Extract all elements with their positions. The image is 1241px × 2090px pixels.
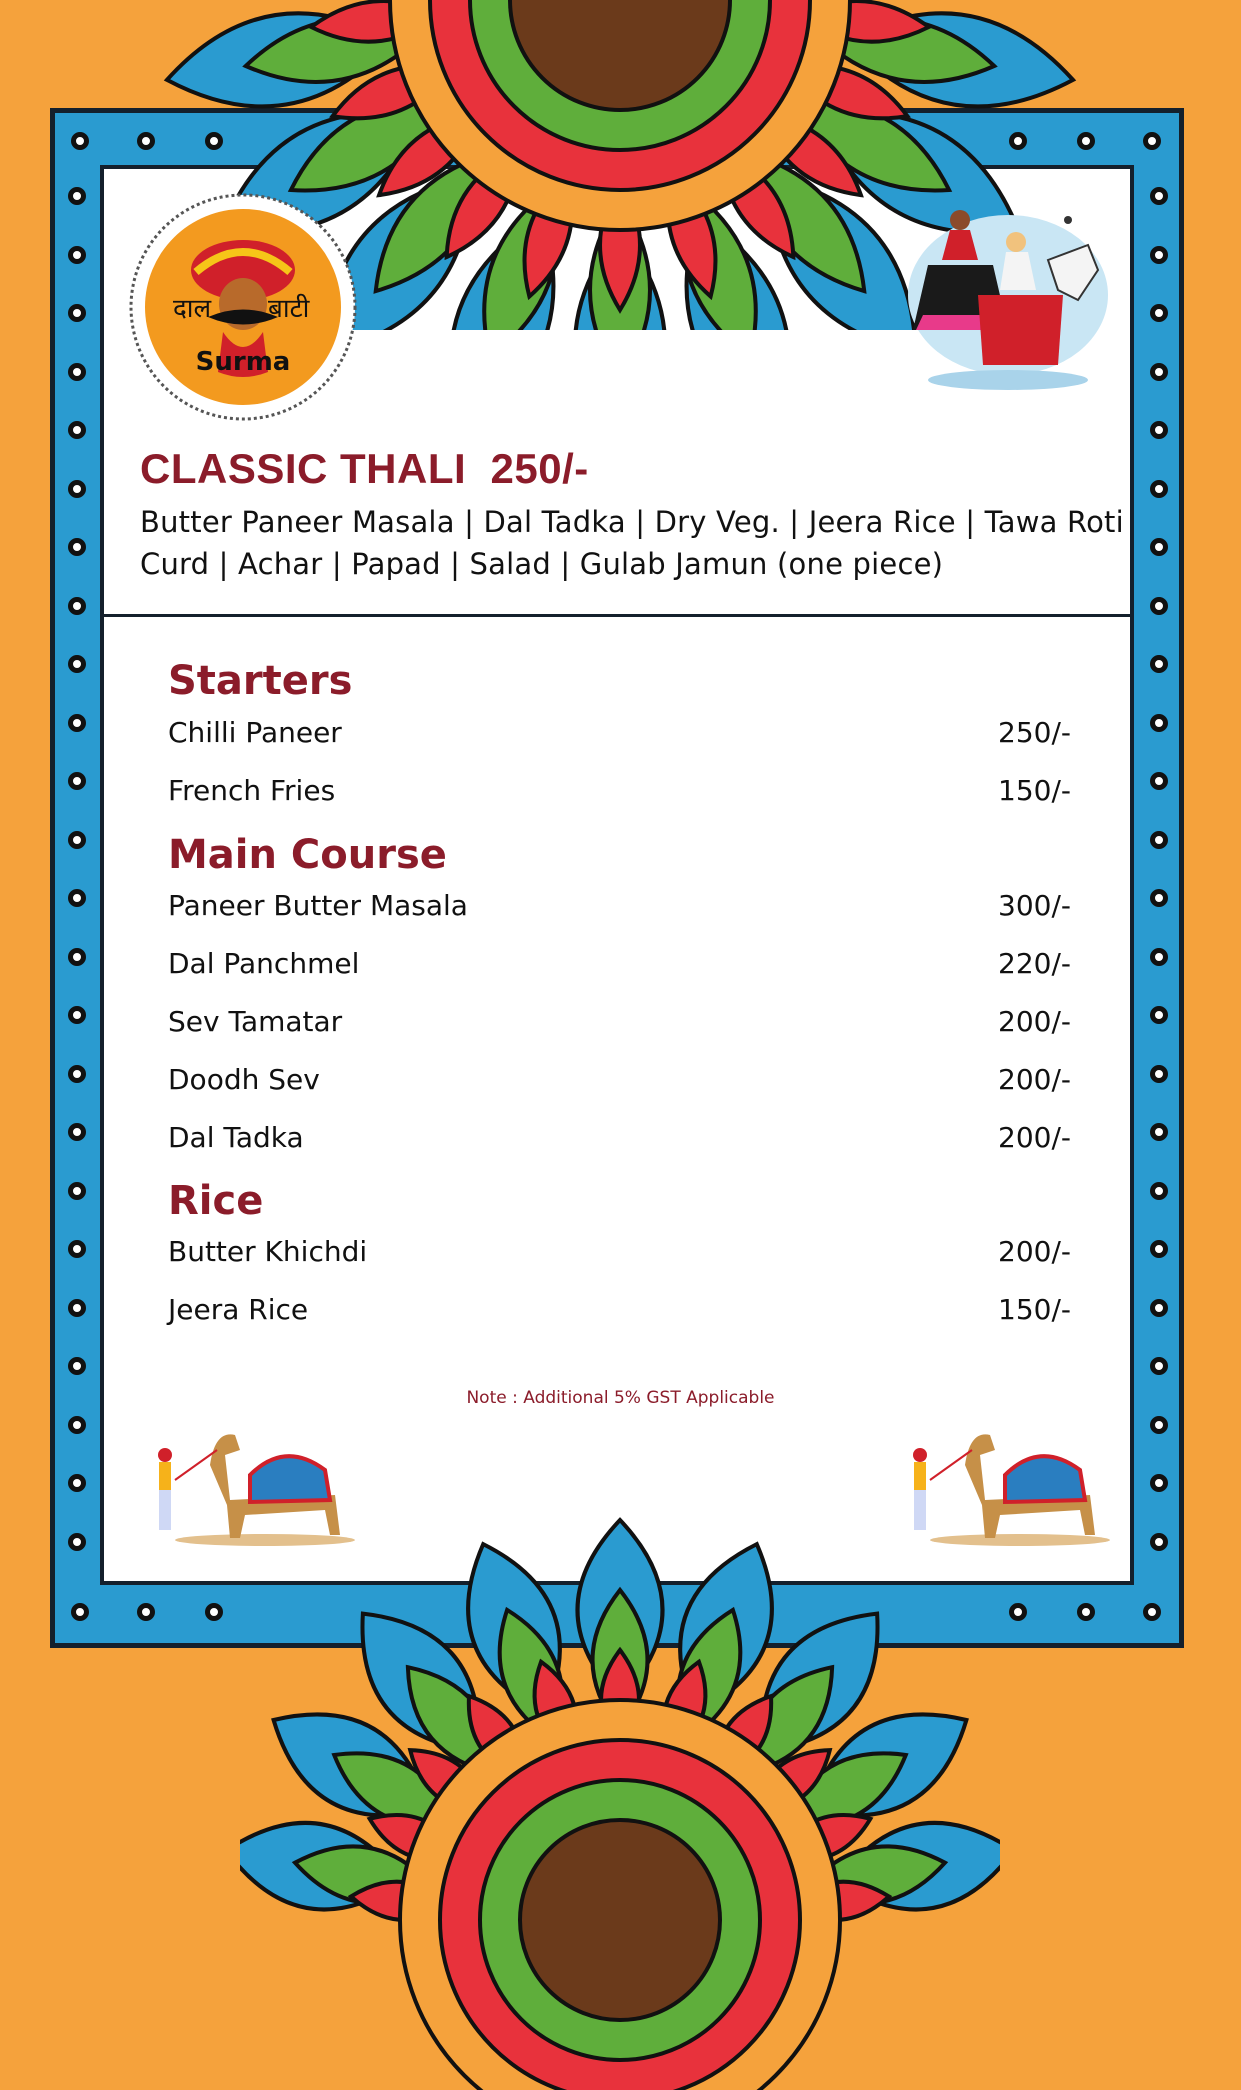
frame-dot <box>68 772 86 790</box>
menu-item-name: Jeera Rice <box>168 1293 309 1326</box>
frame-dot <box>1150 1299 1168 1317</box>
frame-dot <box>1150 363 1168 381</box>
frame-dot <box>1150 1240 1168 1258</box>
frame-dot <box>68 363 86 381</box>
frame-dot <box>1150 714 1168 732</box>
frame-dot <box>137 1603 155 1621</box>
section-title-rice: Rice <box>168 1178 264 1224</box>
menu-item-name: Paneer Butter Masala <box>168 889 468 922</box>
menu-item-price: 150/- <box>998 774 1071 807</box>
thali-items-line-1: Butter Paneer Masala | Dal Tadka | Dry Veg. | Jeera Rice | Tawa Roti <box>140 505 1124 539</box>
logo-text-bottom: Surma <box>195 347 291 377</box>
menu-item-name: Dal Tadka <box>168 1121 304 1154</box>
frame-dot <box>1150 538 1168 556</box>
frame-dot <box>68 1065 86 1083</box>
frame-dot <box>1150 187 1168 205</box>
frame-dot <box>205 1603 223 1621</box>
camel-icon <box>890 1410 1110 1550</box>
frame-dot <box>1143 1603 1161 1621</box>
section-title-main-course: Main Course <box>168 832 447 878</box>
frame-dot <box>1150 1182 1168 1200</box>
frame-dot <box>68 187 86 205</box>
frame-dot <box>1150 304 1168 322</box>
frame-dot <box>1077 1603 1095 1621</box>
menu-item-name: French Fries <box>168 774 336 807</box>
menu-item-price: 200/- <box>998 1063 1071 1096</box>
menu-item-name: Chilli Paneer <box>168 716 342 749</box>
section-title-starters: Starters <box>168 658 353 704</box>
menu-item-name: Sev Tamatar <box>168 1005 343 1038</box>
frame-dot <box>1150 1416 1168 1434</box>
frame-dot <box>68 1182 86 1200</box>
frame-dot <box>68 1299 86 1317</box>
frame-dot <box>1150 1065 1168 1083</box>
menu-item-price: 300/- <box>998 889 1071 922</box>
menu-item-name: Butter Khichdi <box>168 1235 368 1268</box>
frame-dot <box>68 1474 86 1492</box>
menu-item-price: 200/- <box>998 1005 1071 1038</box>
frame-dot <box>1150 597 1168 615</box>
frame-dot <box>68 421 86 439</box>
frame-dot <box>68 1357 86 1375</box>
frame-dot <box>68 480 86 498</box>
frame-dot <box>68 831 86 849</box>
mandala-ring <box>520 1820 720 2020</box>
frame-dot <box>1150 948 1168 966</box>
frame-dot <box>68 1416 86 1434</box>
frame-dot <box>68 597 86 615</box>
menu-item-price: 200/- <box>998 1121 1071 1154</box>
frame-dot <box>1150 1474 1168 1492</box>
frame-dot <box>1150 889 1168 907</box>
frame-dot <box>68 655 86 673</box>
camel-icon <box>135 1410 355 1550</box>
frame-dot <box>68 304 86 322</box>
divider <box>100 614 1134 617</box>
frame-dot <box>1150 1357 1168 1375</box>
frame-dot <box>68 1006 86 1024</box>
thali-title: CLASSIC THALI 250/- <box>140 445 589 492</box>
frame-dot <box>1150 1533 1168 1551</box>
frame-dot <box>68 1123 86 1141</box>
frame-dot <box>1143 132 1161 150</box>
frame-dot <box>68 948 86 966</box>
menu-item-name: Dal Panchmel <box>168 947 360 980</box>
menu-item-price: 220/- <box>998 947 1071 980</box>
dancers-icon <box>898 190 1114 400</box>
frame-dot <box>1150 1123 1168 1141</box>
frame-dot <box>1150 831 1168 849</box>
frame-dot <box>1009 1603 1027 1621</box>
menu-item-name: Doodh Sev <box>168 1063 320 1096</box>
frame-dot <box>1150 655 1168 673</box>
logo-turban-man-icon <box>128 192 358 422</box>
frame-dot <box>71 132 89 150</box>
frame-dot <box>68 1240 86 1258</box>
logo-text-left: दाल <box>173 294 212 324</box>
thali-items-line-2: Curd | Achar | Papad | Salad | Gulab Jamun (one piece) <box>140 547 944 581</box>
frame-dot <box>68 714 86 732</box>
frame-dot <box>1150 480 1168 498</box>
frame-dot <box>68 1533 86 1551</box>
frame-dot <box>68 246 86 264</box>
gst-note: Note : Additional 5% GST Applicable <box>466 1388 775 1408</box>
frame-dot <box>68 889 86 907</box>
menu-item-price: 150/- <box>998 1293 1071 1326</box>
frame-dot <box>1150 772 1168 790</box>
menu-item-price: 200/- <box>998 1235 1071 1268</box>
menu-item-price: 250/- <box>998 716 1071 749</box>
frame-dot <box>68 538 86 556</box>
frame-dot <box>1150 1006 1168 1024</box>
frame-dot <box>1150 246 1168 264</box>
frame-dot <box>1150 421 1168 439</box>
logo-text-right: बाटी <box>268 294 310 324</box>
frame-dot <box>71 1603 89 1621</box>
